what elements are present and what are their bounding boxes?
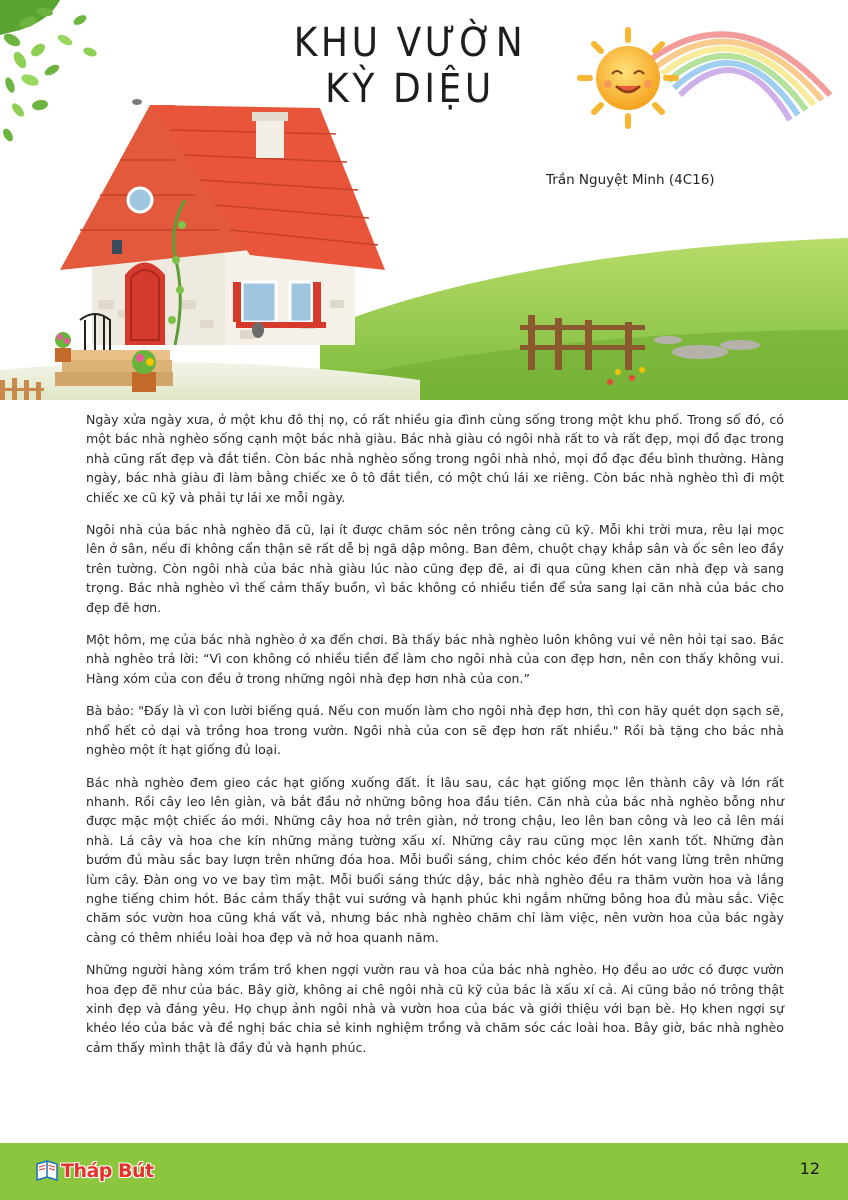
logo-text: Tháp Bút (61, 1160, 154, 1182)
page-number: 12 (799, 1159, 820, 1178)
story-paragraph-4: Bà bảo: "Đấy là vì con lười biếng quá. Nếu con muốn làm cho ngôi nhà đẹp hơn, thì con hãy quét dọn sạch sẽ, nhổ hết cỏ dại và trồng hoa trong vườn. Ngôi nhà của con sẽ đẹp hơn rất nhiều." Rồi bà tặng cho bác nhà nghèo một ít hạt giống đủ loại. (86, 703, 784, 758)
page-footer (0, 1143, 848, 1200)
story-paragraph-2: Ngôi nhà của bác nhà nghèo đã cũ, lại ít được chăm sóc nên trông càng cũ kỹ. Mỗi khi trời mưa, rêu lại mọc lên ở sân, nếu đi không cẩn thận sẽ rất dễ bị ngã dập mông. Ban đêm, chuột chạy khắp sân và ốc sên leo đầy trên tường. Còn ngôi nhà của bác nhà giàu lúc nào cũng đẹp đẽ, ai đi qua cũng khen căn nhà đẹp và sang trọng. Bác nhà nghèo vì thế cảm thấy buồn, vì bác không có nhiều tiền để sửa sang lại căn nhà của bác cho đẹp đẽ hơn. (86, 522, 784, 615)
author-credit: Trần Nguyệt Minh (4C16) (546, 172, 715, 188)
story-title: KHU VƯỜN KỲ DIỆU (293, 20, 527, 112)
header-illustration (0, 0, 848, 400)
story-paragraph-3: Một hôm, mẹ của bác nhà nghèo ở xa đến chơi. Bà thấy bác nhà nghèo luôn không vui vẻ nên hỏi tại sao. Bác nhà nghèo trả lời: “Vì con không có nhiều tiền để làm cho ngôi nhà của con đẹp hơn, nên con thấy không vui. Hàng xóm của con đều ở trong những ngôi nhà đẹp hơn nhà của con.” (86, 632, 784, 686)
book-icon (36, 1158, 58, 1184)
story-body (86, 410, 784, 1070)
thap-but-logo (36, 1156, 154, 1186)
story-paragraph-6: Những người hàng xóm trầm trồ khen ngợi vườn rau và hoa của bác nhà nghèo. Họ đều ao ước có được vườn hoa đẹp đẽ như của bác. Bây giờ, không ai chê ngôi nhà cũ kỹ của bác là xấu xí cả. Ai cũng bảo nó trông thật xinh đẹp và đáng yêu. Họ chụp ảnh ngôi nhà và vườn hoa của bác và giới thiệu với bạn bè. Họ khen ngợi sự khéo léo của bác và đề nghị bác chia sẻ kinh nghiệm trồng và chăm sóc các loài hoa. Bây giờ, bác nhà nghèo cảm thấy mình thật là đầy đủ và hạnh phúc. (86, 962, 784, 1055)
story-paragraph-1: Ngày xửa ngày xưa, ở một khu đô thị nọ, có rất nhiều gia đình cùng sống trong một khu phố. Trong số đó, có một bác nhà nghèo sống cạnh một bác nhà giàu. Bác nhà giàu có ngôi nhà rất to và rất đẹp, mọi đồ đạc trong nhà cũng rất đẹp và đắt tiền. Còn bác nhà nghèo sống trong ngôi nhà nhỏ, mọi đồ đạc đều bình thường. Hàng ngày, bác nhà giàu đi làm bằng chiếc xe ô tô đắt tiền, có một chú lái xe riêng. Còn bác nhà nghèo thì đi một chiếc xe cũ kỹ và phải tự lái xe mỗi ngày. (86, 412, 784, 505)
story-paragraph-5: Bác nhà nghèo đem gieo các hạt giống xuống đất. Ít lâu sau, các hạt giống mọc lên thành cây và lớn rất nhanh. Rồi cây leo lên giàn, và bắt đầu nở những bông hoa đầu tiên. Căn nhà của bác nhà nghèo bỗng như được mặc một chiếc áo mới. Những cây hoa nở trên giàn, nở trong chậu, leo lên ban công và leo cả lên mái nhà. Lá cây và hoa che kín những mảng tường xấu xí. Những cây rau cũng mọc lên xanh tốt. Những đàn bướm đủ màu sắc bay lượn trên những đóa hoa. Mỗi buổi sáng, chim chóc kéo đến hót vang lừng trên những lùm cây. Đàn ong vo ve bay tìm mật. Mỗi buổi sáng thức dậy, bác nhà nghèo đều ra thăm vườn hoa và lắng nghe tiếng chim hót. Bác cảm thấy thật vui sướng và hạnh phúc khi ngắm những bông hoa đủ màu sắc. Việc chăm sóc vườn hoa cũng khá vất vả, nhưng bác nhà nghèo chăm chỉ làm việc, nên vườn hoa của bác ngày càng có thêm nhiều loài hoa đẹp và nở hoa quanh năm. (86, 774, 784, 945)
